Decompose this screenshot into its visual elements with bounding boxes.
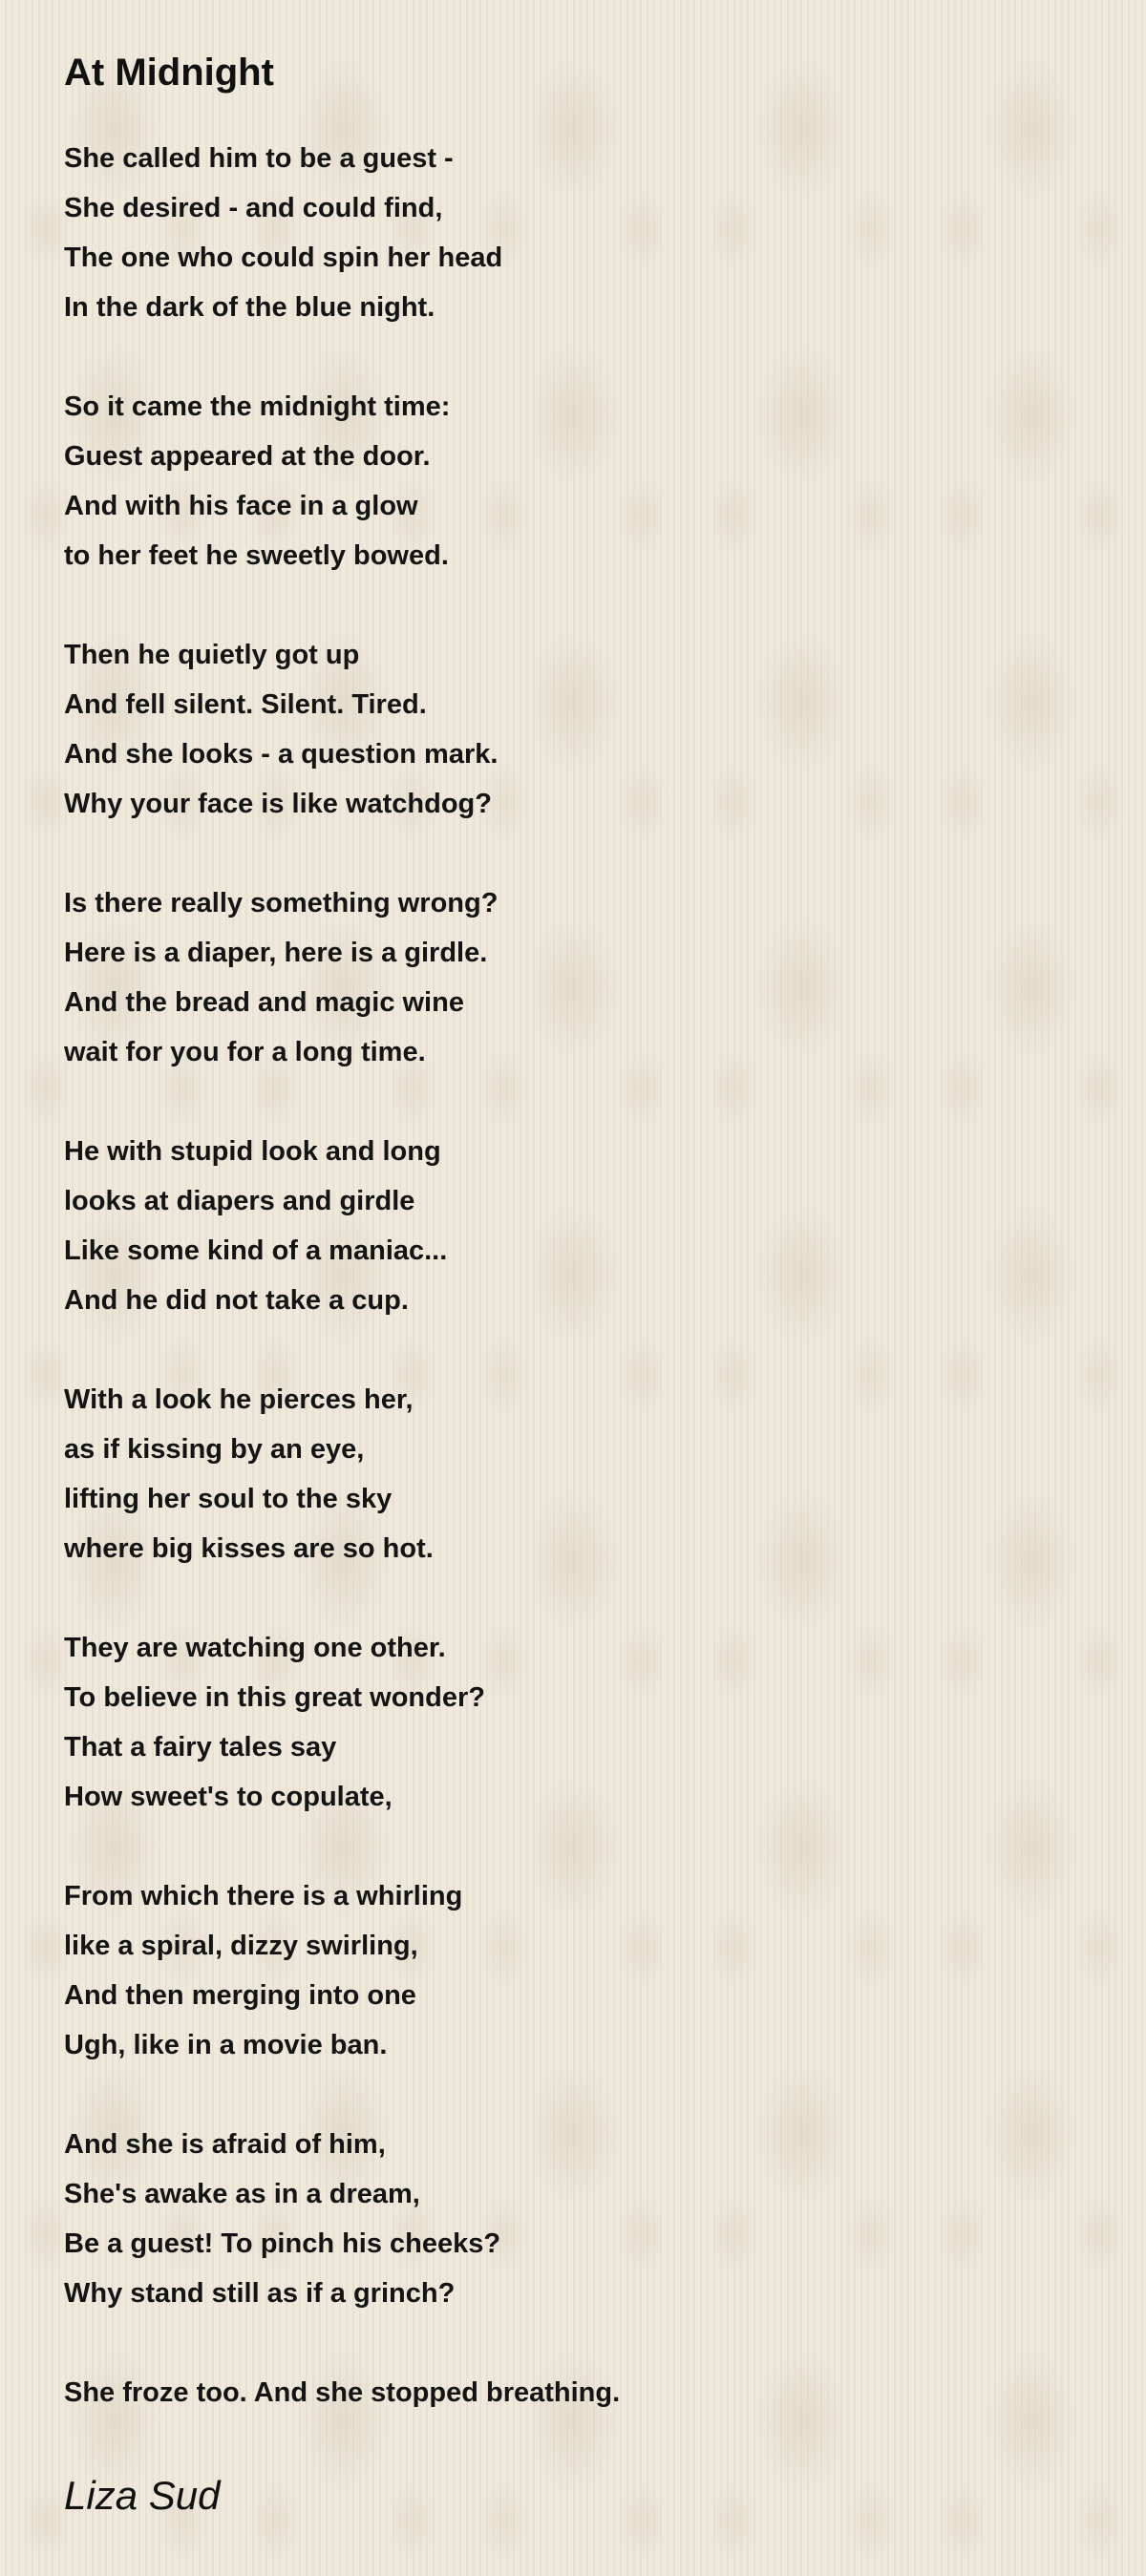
poem-line: as if kissing by an eye, (64, 1434, 365, 1465)
poem-stanza (64, 1623, 1095, 1822)
poem-stanza (64, 1871, 1095, 2070)
poem-line: Ugh, like in a movie ban. (64, 2030, 388, 2060)
poem-stanza (64, 2120, 1095, 2318)
poem-line: like a spiral, dizzy swirling, (64, 1931, 418, 1961)
poem-line: She called him to be a guest - (64, 143, 454, 174)
poem-line: And she looks - a question mark. (64, 739, 499, 770)
poem-line: She froze too. And she stopped breathing. (64, 2377, 621, 2408)
poem-line: In the dark of the blue night. (64, 292, 435, 323)
poem-line: Like some kind of a maniac... (64, 1235, 448, 1266)
poem-stanza (64, 1127, 1095, 1325)
poem-line: Then he quietly got up (64, 640, 360, 670)
poem-line: And the bread and magic wine (64, 987, 464, 1018)
poem-line: She's awake as in a dream, (64, 2179, 420, 2209)
poem-line: And then merging into one (64, 1980, 416, 2011)
poem-line: That a fairy tales say (64, 1732, 337, 1763)
poem-line: And he did not take a cup. (64, 1285, 409, 1316)
poem-line: And fell silent. Silent. Tired. (64, 689, 427, 720)
poem-stanza (64, 630, 1095, 829)
poem-line: Here is a diaper, here is a girdle. (64, 938, 488, 968)
poem-line: wait for you for a long time. (64, 1037, 426, 1067)
poem-body (64, 134, 1095, 2418)
poem-line: With a look he pierces her, (64, 1384, 414, 1415)
poem-line: To believe in this great wonder? (64, 1682, 485, 1713)
poem-line: They are watching one other. (64, 1633, 446, 1663)
poem-line: He with stupid look and long (64, 1136, 441, 1167)
poem-line: So it came the midnight time: (64, 391, 451, 422)
poem-line: And she is afraid of him, (64, 2129, 386, 2160)
poem-line: Is there really something wrong? (64, 888, 499, 918)
poem-line: to her feet he sweetly bowed. (64, 540, 449, 571)
poem-line: lifting her soul to the sky (64, 1484, 393, 1514)
poem-stanza (64, 878, 1095, 1077)
poem-page (64, 44, 1095, 2524)
poem-stanza (64, 1375, 1095, 1573)
poem-author: Liza Sud (64, 2473, 221, 2518)
poem-stanza (64, 2368, 1095, 2418)
poem-line: And with his face in a glow (64, 491, 418, 521)
poem-line: Be a guest! To pinch his cheeks? (64, 2228, 501, 2259)
poem-line: looks at diapers and girdle (64, 1186, 415, 1216)
poem-line: From which there is a whirling (64, 1881, 463, 1911)
poem-stanza (64, 382, 1095, 581)
poem-line: How sweet's to copulate, (64, 1782, 393, 1812)
poem-line: where big kisses are so hot. (64, 1533, 434, 1564)
poem-title: At Midnight (64, 52, 274, 94)
poem-line: Why stand still as if a grinch? (64, 2278, 456, 2309)
poem-line: Guest appeared at the door. (64, 441, 431, 472)
poem-line: The one who could spin her head (64, 243, 503, 273)
poem-line: Why your face is like watchdog? (64, 789, 492, 819)
poem-line: She desired - and could find, (64, 193, 443, 223)
poem-stanza (64, 134, 1095, 332)
